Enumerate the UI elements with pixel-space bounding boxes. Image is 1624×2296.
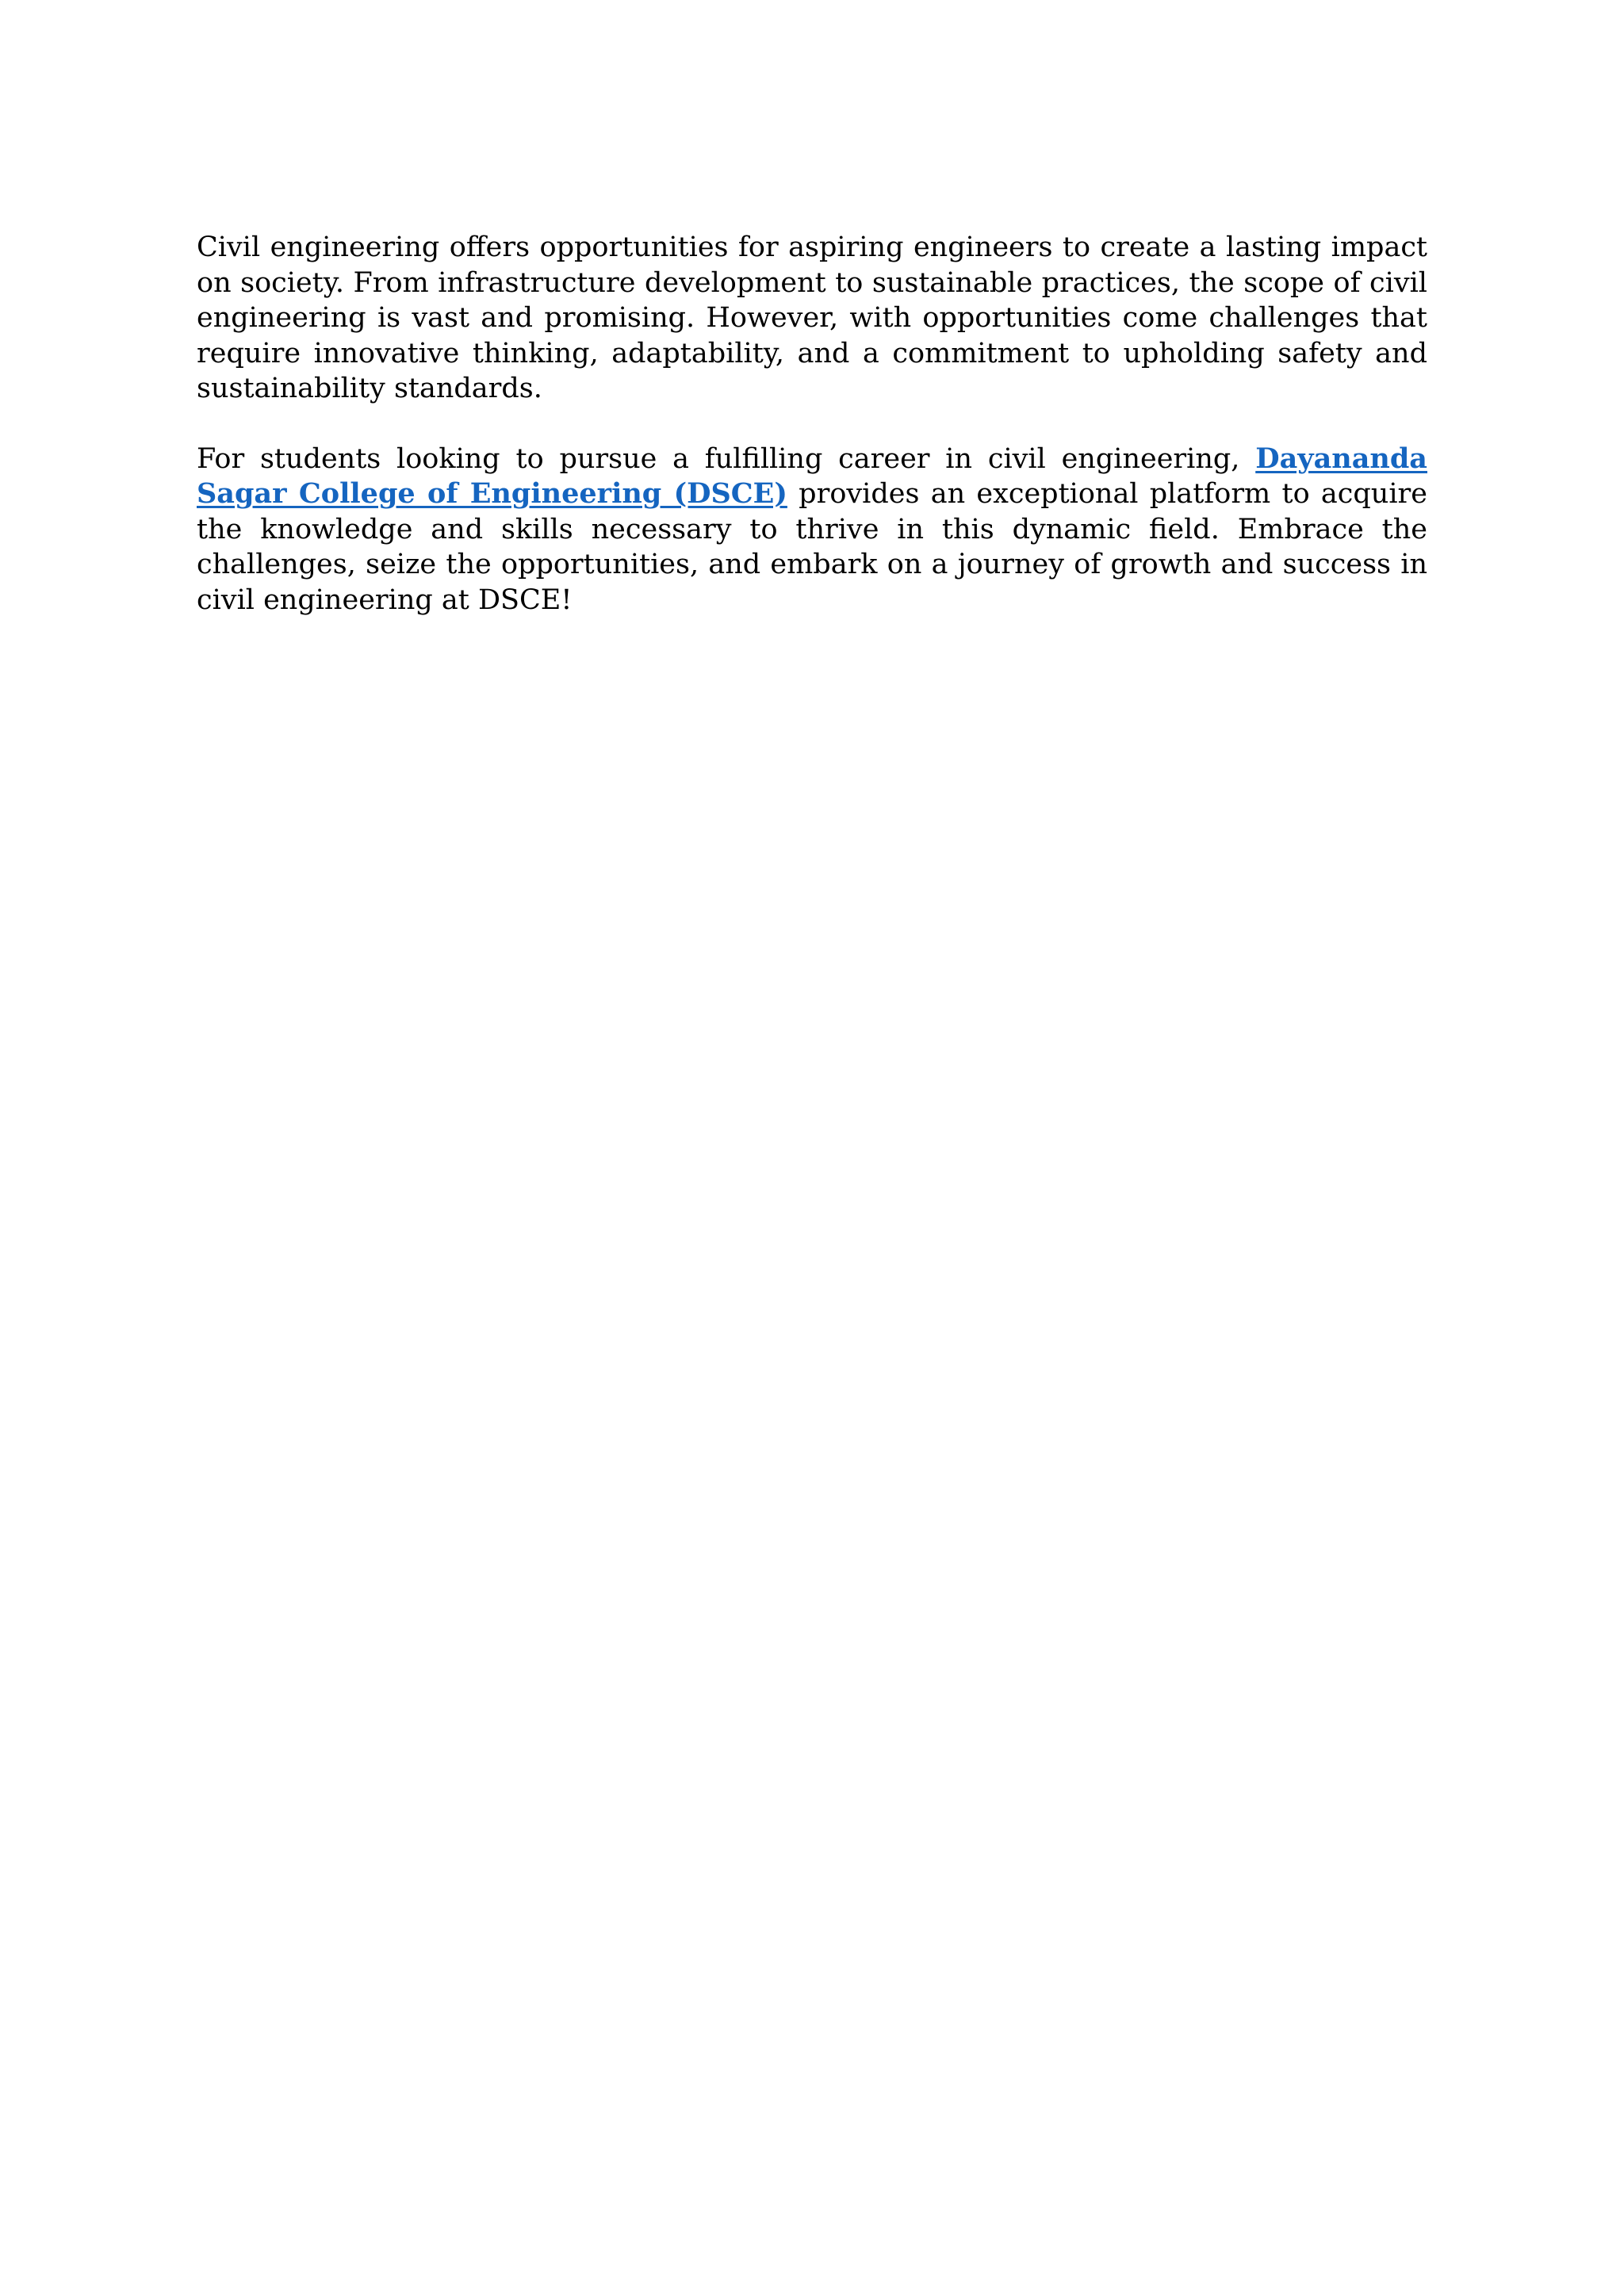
- paragraph-dsce-text-after: provides an exceptional platform to acquire the knowledge and skills necessary to thrive in this dynamic field. Embrace the challenges, seize the opportunities, and embark on a journey of growth and success in civil engineering at DSCE!: [197, 478, 1427, 616]
- paragraph-dsce-text-before: For students looking to pursue a fulfilling career in civil engineering,: [197, 442, 1256, 475]
- paragraph-dsce: [197, 442, 1427, 618]
- dsce-link[interactable]: Dayananda Sagar College of Engineering (DSCE): [197, 442, 1427, 510]
- document-body: [197, 230, 1427, 652]
- paragraph-intro: Civil engineering offers opportunities for aspiring engineers to create a lasting impact on society. From infrastructure development to sustainable practices, the scope of civil engineering is vast and promising. However, with opportunities come challenges that require innovative thinking, adaptability, and a commitment to upholding safety and sustainability standards.: [197, 232, 1427, 404]
